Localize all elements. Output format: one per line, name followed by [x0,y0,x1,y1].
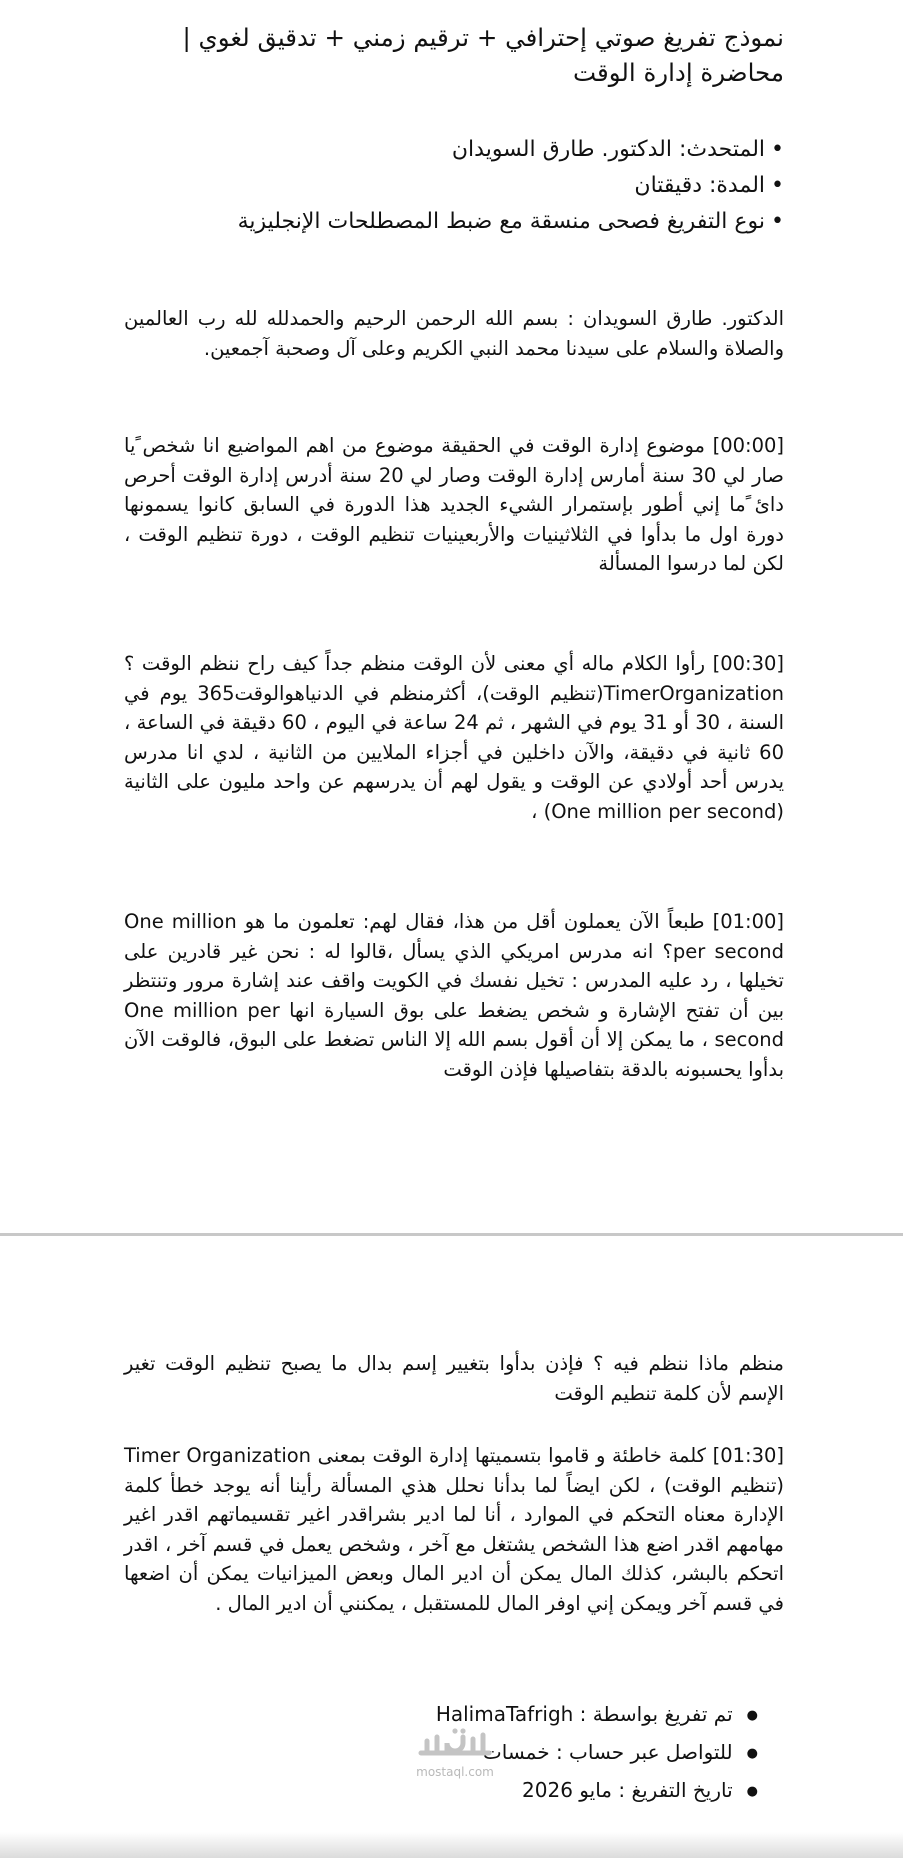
credit-transcriber: ● تم تفريغ بواسطة : HalimaTafrigh [118,1696,758,1734]
metadata-transcription-type: • نوع التفريغ فصحى منسقة مع ضبط المصطلحات الإنجليزية [124,204,784,240]
credit-date: ● تاريخ التفريغ : مايو 2026 [118,1772,758,1810]
document-title: نموذج تفريغ صوتي إحترافي + ترقيم زمني + تدقيق لغوي | محاضرة إدارة الوقت [182,23,784,87]
timestamp-paragraph-01-30: [01:30] كلمة خاطئة و قاموا بتسميتها إدارة الوقت بمعنى Timer Organization (تنظيم الوقت) ، لكن ايضاً لما بدأنا نحلل هذي المسألة رأينا أنه يوجد خطأ كلمة الإدارة معناه التحكم في الموارد ، أنا لما ادير بشراقدر اغير تقسيماتهم اقدر اغير مهامهم اقدر اضع هذا الشخص يشتغل مع آخر ، وشخص يعمل في قسم آخر ، اقدر اتحكم بالبشر، كذلك المال يمكن أن ادير المال وبعض الميزانيات يمكن أن اضعها في قسم آخر ويمكن إني اوفر المال للمستقبل ، يمكنني أن ادير المال . [124,1444,784,1615]
continuation-paragraph: منظم ماذا ننظم فيه ؟ فإذن بدأوا بتغيير إسم بدال ما يصبح تنظيم الوقت تغير الإسم لأن كلمة تنطيم الوقت [124,1352,784,1405]
metadata-list [124,132,784,240]
metadata-duration: • المدة: دقيقتان [124,168,784,204]
metadata-speaker: • المتحدث: الدكتور. طارق السويدان [124,132,784,168]
intro-paragraph: الدكتور. طارق السويدان : بسم الله الرحمن الرحيم والحمدلله لله رب العالمين والصلاة والسلام على سيدنا محمد النبي الكريم وعلى آل وصحبة آجمعين. [124,307,784,360]
watermark-site-label: mostaql.com [416,1765,494,1779]
credit-contact: ● للتواصل عبر حساب : خمسات [118,1734,758,1772]
timestamp-paragraph-00-30: [00:30] رأوا الكلام ماله أي معنى لأن الوقت منظم جداً كيف راح ننظم الوقت ؟ TimerOrganization(تنظيم الوقت)، أكثرمنظم في الدنياهوالوقت365 يوم في السنة ، 30 أو 31 يوم في الشهر ، ثم 24 ساعة في اليوم ، 60 دقيقة في الساعة ، 60 ثانية في دقيقة، والآن داخلين في أجزاء الملايين من الثانية ، لدي انا مدرس يدرس أحد أولادي عن الوقت و يقول لهم أن يدرسهم عن واحد مليون على الثانية (One million per second) ، [124,652,785,823]
credits-list [118,1696,758,1810]
timestamp-paragraph-00-00: [00:00] موضوع إدارة الوقت في الحقيقة موضوع من اهم المواضيع انا شخص ًيا صار لي 30 سنة أمارس إدارة الوقت وصار لي 20 سنة أدرس إدارة الوقت أحرص دائ ًما إني أطور بإستمرار الشيء الجديد هذا الدورة في السابق كانوا يسمونها دورة اول ما بدأوا في الثلاثينيات والأربعينيات تنظيم الوقت ، دورة تنظيم الوقت ، لكن لما درسوا المسألة [124,434,784,575]
timestamp-paragraph-01-00: [01:00] طبعاً الآن يعملون أقل من هذا، فقال لهم: تعلمون ما هو One million per second؟ انه مدرس امريكي الذي يسأل ،قالوا له : نحن غير قادرين على تخيلها ، رد عليه المدرس : تخيل نفسك في الكويت واقف عند إشارة مرور وتنتظر بين أن تفتح الإشارة و شخص يضغط على بوق السيارة انها One million per second ، ما يمكن إلا أن أقول بسم الله إلا الناس تضغط على البوق، فالوقت الآن بدأوا يحسبونه بالدقة بتفاصيلها فإذن الوقت [124,910,785,1081]
bottom-shadow [0,1832,903,1858]
